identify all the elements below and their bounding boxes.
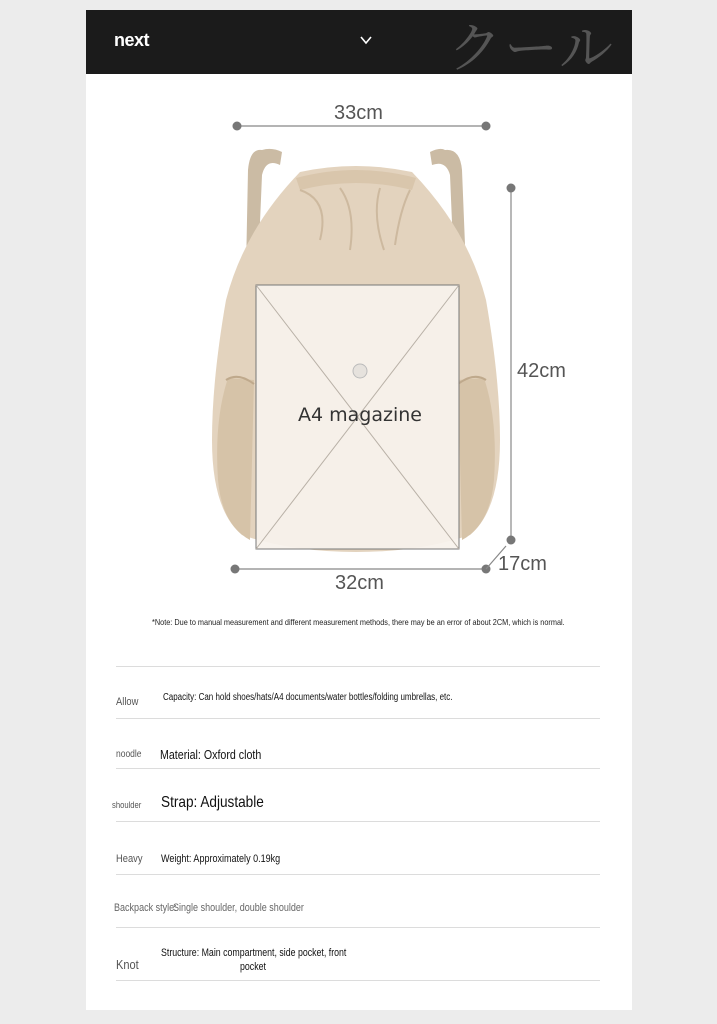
- spec-value-structure-line2: pocket: [240, 961, 266, 973]
- spec-divider: [116, 874, 600, 875]
- right-side-pocket: [458, 378, 495, 540]
- spec-key-structure: Knot: [116, 957, 139, 972]
- dimension-width-bottom: 32cm: [335, 572, 384, 594]
- left-side-pocket: [217, 378, 254, 540]
- spec-key-strap: shoulder: [112, 800, 142, 810]
- spec-value-structure-line1: Structure: Main compartment, side pocket, front: [161, 947, 347, 959]
- spec-value-strap: Strap: Adjustable: [161, 794, 264, 811]
- spec-divider: [116, 927, 600, 928]
- dimension-depth: 17cm: [498, 553, 547, 575]
- spec-key-material: noodle: [116, 749, 142, 760]
- spec-divider: [116, 666, 600, 667]
- spec-key-weight: Heavy: [116, 853, 143, 865]
- a4-insert-label: A4 magazine: [298, 404, 422, 426]
- banner-watermark: クール: [448, 17, 615, 74]
- dimension-width-top: 33cm: [334, 102, 383, 124]
- brand-logo: next: [114, 30, 150, 50]
- spec-value-style: Single shoulder, double shoulder: [173, 902, 304, 914]
- spec-key-style: Backpack style:: [114, 902, 177, 914]
- spec-key-capacity: Allow: [116, 696, 139, 708]
- spec-divider: [116, 821, 600, 822]
- spec-divider: [116, 768, 600, 769]
- measurement-note: *Note: Due to manual measurement and different measurement methods, there may be an error of about 2CM, which is normal.: [152, 617, 565, 627]
- spec-divider: [116, 980, 600, 981]
- toggle-bead: [353, 364, 367, 378]
- dimension-height: 42cm: [517, 360, 566, 382]
- spec-value-capacity: Capacity: Can hold shoes/hats/A4 documents/water bottles/folding umbrellas, etc.: [163, 692, 453, 703]
- spec-value-material: Material: Oxford cloth: [160, 747, 262, 762]
- spec-value-weight: Weight: Approximately 0.19kg: [161, 853, 281, 865]
- spec-divider: [116, 718, 600, 719]
